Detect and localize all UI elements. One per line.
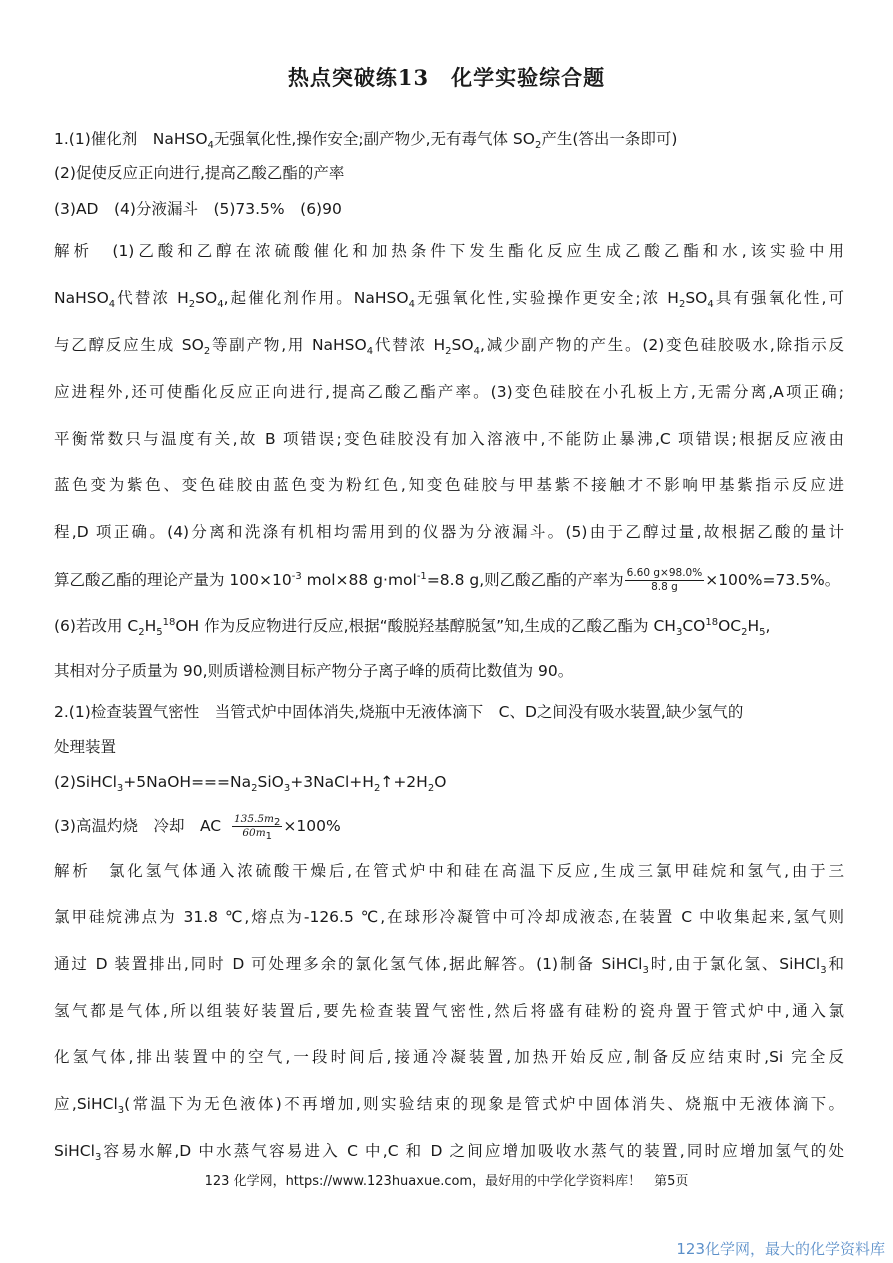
q1-explain-line-4: 应进程外,还可使酯化反应正向进行,提高乙酸乙酯产率。(3)变色硅胶在小孔板上方,无需分离,A项正确; — [54, 383, 844, 401]
q2-explain-line-2: 氯甲硅烷沸点为 31.8 ℃,熔点为-126.5 ℃,在球形冷凝管中可冷却成液态,在装置 C 中收集起来,氢气则 — [54, 908, 844, 926]
q1-explain-line-3: 与乙醇反应生成 $SO_2$等副产物,用 NaHSO$_4$代替浓 $H_2SO_4$,减少副产物的产生。(2)变色硅胶吸水,除指示反 — [54, 336, 844, 358]
q1-answer-2: (2)促使反应正向进行,提高乙酸乙酯的产率 — [54, 164, 345, 182]
q1-explain-line-5: 平衡常数只与温度有关,故 B 项错误;变色硅胶没有加入溶液中,不能防止暴沸,C 项错误;根据反应液由 — [54, 430, 844, 448]
page-footer: 123 化学网，https://www.123huaxue.com，最好用的中学化学资料库！ 第5页 — [204, 1174, 689, 1189]
q2-explain-line-4: 氢气都是气体,所以组装好装置后,要先检查装置气密性,然后将盛有硅粉的瓷舟置于管式炉中,通入氯 — [54, 1002, 844, 1020]
q1-explain-line-2: NaHSO$_4$代替浓 $H_2SO_4$,起催化剂作用。NaHSO$_4$无强氧化性,实验操作更安全;浓 $H_2SO_4$具有强氧化性,可 — [54, 289, 844, 311]
q2-answer-3: (3)高温灼烧 冷却 AC $\frac{135.5m_2}{60m_1}$ ×100% — [54, 813, 341, 843]
q2-explain-line-7: SiHCl$_3$容易水解,D 中水蒸气容易进入 C 中,C 和 D 之间应增加吸收水蒸气的装置,同时应增加氢气的处 — [54, 1142, 844, 1164]
page-title: 热点突破练13 化学实验综合题 — [287, 65, 606, 90]
q1-explain-line-7: 程,D 项正确。(4)分离和洗涤有机相均需用到的仪器为分液漏斗。(5)由于乙醇过量,故根据乙酸的量计 — [54, 523, 844, 541]
purity-fraction: $\frac{135.5m_2}{60m_1}$ — [233, 813, 281, 843]
q2-explain-line-1: 解析 氯化氢气体通入浓硫酸干燥后,在管式炉中和硅在高温下反应,生成三氯甲硅烷和氢气,由于三 — [54, 862, 844, 880]
q1-answer-1: 1.(1)催化剂 NaHSO$_4$无强氧化性,操作安全;副产物少,无有毒气体 $SO_2$产生(答出一条即可) — [54, 130, 678, 152]
q1-explain-line-10: 其相对分子质量为 90,则质谱检测目标产物分子离子峰的质荷比数值为 90。 — [54, 662, 574, 680]
q2-explain-line-6: 应,SiHCl$_3$(常温下为无色液体)不再增加,则实验结束的现象是管式炉中固体消失、烧瓶中无液体滴下。 — [54, 1095, 845, 1117]
q1-explain-line-8: 算乙酸乙酯的理论产量为 $100\times 10^{-3}$ mol×88 g·mol$^{-1}$=8.8 g,则乙酸乙酯的产率为 $\frac{6.60 g\times 98.0\%}{8.8 g}$ ×100%=73.5%。 — [54, 567, 841, 593]
q2-explain-line-5: 化氢气体,排出装置中的空气,一段时间后,接通冷凝装置,加热开始反应,制备反应结束时,Si 完全反 — [54, 1048, 844, 1066]
q1-explain-line-9: (6)若改用 $C_2H_5^{18}OH$ 作为反应物进行反应,根据“酸脱羟基醇脱氢”知,生成的乙酸乙酯为 $CH_3CO^{18}OC_2H_5$, — [54, 616, 771, 639]
q1-explain-line-6: 蓝色变为紫色、变色硅胶由蓝色变为粉红色,知变色硅胶与甲基紫不接触才不影响甲基紫指示反应进 — [54, 476, 844, 494]
q1-answer-3: (3)AD (4)分液漏斗 (5)73.5% (6)90 — [54, 200, 342, 218]
yield-fraction: $\frac{6.60 g\times 98.0\%}{8.8 g}$ — [626, 567, 703, 593]
q1-explain-line-1: 解析 (1)乙酸和乙醇在浓硫酸催化和加热条件下发生酯化反应生成乙酸乙酯和水,该实验中用 — [54, 242, 844, 260]
q2-answer-2: $(2)SiHCl_3+5NaOH===Na_2SiO_3+3NaCl+H_2↑+2H_2O$ — [54, 773, 447, 795]
watermark: 123化学网，最大的化学资料库 — [676, 1240, 885, 1258]
q2-answer-1-cont: 处理装置 — [54, 738, 117, 756]
q2-explain-line-3: 通过 D 装置排出,同时 D 可处理多余的氯化氢气体,据此解答。(1)制备 SiHCl$_3$时,由于氯化氢、SiHCl$_3$和 — [54, 955, 844, 977]
q2-answer-1: 2.(1)检查装置气密性 当管式炉中固体消失,烧瓶中无液体滴下 C、D之间没有吸水装置,缺少氢气的 — [54, 703, 744, 721]
